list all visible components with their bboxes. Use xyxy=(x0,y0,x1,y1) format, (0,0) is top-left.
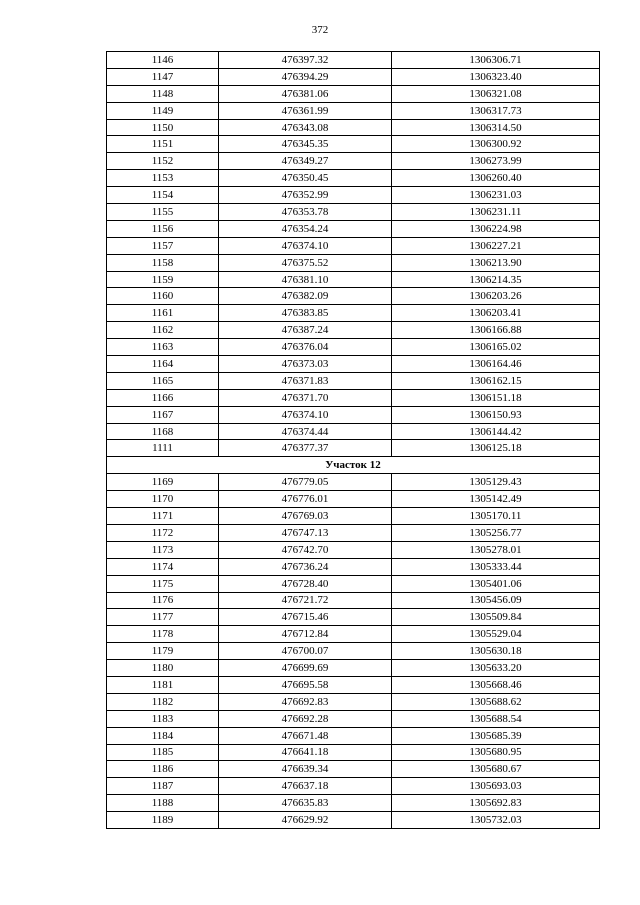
table-row xyxy=(107,727,600,744)
y-coordinate-cell: 1305688.62 xyxy=(392,693,600,710)
table-row xyxy=(107,744,600,761)
table-row xyxy=(107,423,600,440)
table-row xyxy=(107,575,600,592)
x-coordinate-cell: 476394.29 xyxy=(219,68,392,85)
x-coordinate-cell: 476695.58 xyxy=(219,676,392,693)
x-coordinate-cell: 476712.84 xyxy=(219,626,392,643)
table-row xyxy=(107,119,600,136)
y-coordinate-cell: 1306227.21 xyxy=(392,237,600,254)
point-number-cell: 1148 xyxy=(107,85,219,102)
x-coordinate-cell: 476376.04 xyxy=(219,339,392,356)
x-coordinate-cell: 476353.78 xyxy=(219,204,392,221)
point-number-cell: 1161 xyxy=(107,305,219,322)
point-number-cell: 1157 xyxy=(107,237,219,254)
table-row xyxy=(107,778,600,795)
table-row xyxy=(107,271,600,288)
table-row xyxy=(107,204,600,221)
point-number-cell: 1163 xyxy=(107,339,219,356)
x-coordinate-cell: 476692.83 xyxy=(219,693,392,710)
table-row xyxy=(107,609,600,626)
table-row xyxy=(107,710,600,727)
y-coordinate-cell: 1306213.90 xyxy=(392,254,600,271)
x-coordinate-cell: 476371.83 xyxy=(219,372,392,389)
x-coordinate-cell: 476715.46 xyxy=(219,609,392,626)
point-number-cell: 1151 xyxy=(107,136,219,153)
point-number-cell: 1160 xyxy=(107,288,219,305)
y-coordinate-cell: 1306231.11 xyxy=(392,204,600,221)
table-row xyxy=(107,508,600,525)
page-number: 372 xyxy=(311,24,329,36)
table-row xyxy=(107,68,600,85)
y-coordinate-cell: 1306317.73 xyxy=(392,102,600,119)
x-coordinate-cell: 476374.10 xyxy=(219,237,392,254)
point-number-cell: 1173 xyxy=(107,541,219,558)
y-coordinate-cell: 1306203.41 xyxy=(392,305,600,322)
point-number-cell: 1158 xyxy=(107,254,219,271)
point-number-cell: 1171 xyxy=(107,508,219,525)
x-coordinate-cell: 476350.45 xyxy=(219,170,392,187)
x-coordinate-cell: 476361.99 xyxy=(219,102,392,119)
point-number-cell: 1186 xyxy=(107,761,219,778)
y-coordinate-cell: 1306162.15 xyxy=(392,372,600,389)
y-coordinate-cell: 1306300.92 xyxy=(392,136,600,153)
x-coordinate-cell: 476742.70 xyxy=(219,541,392,558)
x-coordinate-cell: 476635.83 xyxy=(219,795,392,812)
table-row xyxy=(107,85,600,102)
x-coordinate-cell: 476699.69 xyxy=(219,660,392,677)
point-number-cell: 1183 xyxy=(107,710,219,727)
y-coordinate-cell: 1305401.06 xyxy=(392,575,600,592)
x-coordinate-cell: 476374.44 xyxy=(219,423,392,440)
point-number-cell: 1188 xyxy=(107,795,219,812)
y-coordinate-cell: 1305630.18 xyxy=(392,643,600,660)
table-row xyxy=(107,795,600,812)
x-coordinate-cell: 476352.99 xyxy=(219,187,392,204)
x-coordinate-cell: 476387.24 xyxy=(219,322,392,339)
table-row xyxy=(107,660,600,677)
y-coordinate-cell: 1305170.11 xyxy=(392,508,600,525)
x-coordinate-cell: 476641.18 xyxy=(219,744,392,761)
x-coordinate-cell: 476629.92 xyxy=(219,812,392,829)
point-number-cell: 1182 xyxy=(107,693,219,710)
x-coordinate-cell: 476383.85 xyxy=(219,305,392,322)
table-row xyxy=(107,643,600,660)
y-coordinate-cell: 1305732.03 xyxy=(392,812,600,829)
point-number-cell: 1154 xyxy=(107,187,219,204)
point-number-cell: 1174 xyxy=(107,558,219,575)
y-coordinate-cell: 1305688.54 xyxy=(392,710,600,727)
table-row xyxy=(107,761,600,778)
point-number-cell: 1155 xyxy=(107,204,219,221)
table-body-top xyxy=(107,52,600,457)
point-number-cell: 1170 xyxy=(107,491,219,508)
y-coordinate-cell: 1306314.50 xyxy=(392,119,600,136)
point-number-cell: 1149 xyxy=(107,102,219,119)
x-coordinate-cell: 476381.10 xyxy=(219,271,392,288)
table-row xyxy=(107,356,600,373)
x-coordinate-cell: 476371.70 xyxy=(219,389,392,406)
table-row xyxy=(107,558,600,575)
table-row xyxy=(107,440,600,457)
table-row xyxy=(107,254,600,271)
section-title: Участок 12 xyxy=(107,457,600,474)
x-coordinate-cell: 476354.24 xyxy=(219,220,392,237)
y-coordinate-cell: 1305680.67 xyxy=(392,761,600,778)
point-number-cell: 1147 xyxy=(107,68,219,85)
y-coordinate-cell: 1305509.84 xyxy=(392,609,600,626)
table-row xyxy=(107,592,600,609)
point-number-cell: 1172 xyxy=(107,524,219,541)
table-row xyxy=(107,406,600,423)
table-row xyxy=(107,237,600,254)
x-coordinate-cell: 476373.03 xyxy=(219,356,392,373)
point-number-cell: 1180 xyxy=(107,660,219,677)
y-coordinate-cell: 1305256.77 xyxy=(392,524,600,541)
table-row xyxy=(107,102,600,119)
y-coordinate-cell: 1306260.40 xyxy=(392,170,600,187)
y-coordinate-cell: 1306203.26 xyxy=(392,288,600,305)
table-row xyxy=(107,693,600,710)
point-number-cell: 1164 xyxy=(107,356,219,373)
x-coordinate-cell: 476747.13 xyxy=(219,524,392,541)
x-coordinate-cell: 476349.27 xyxy=(219,153,392,170)
table-row xyxy=(107,220,600,237)
point-number-cell: 1176 xyxy=(107,592,219,609)
y-coordinate-cell: 1306306.71 xyxy=(392,52,600,69)
table-row xyxy=(107,524,600,541)
y-coordinate-cell: 1306214.35 xyxy=(392,271,600,288)
point-number-cell: 1181 xyxy=(107,676,219,693)
y-coordinate-cell: 1306144.42 xyxy=(392,423,600,440)
table-row xyxy=(107,170,600,187)
x-coordinate-cell: 476700.07 xyxy=(219,643,392,660)
x-coordinate-cell: 476721.72 xyxy=(219,592,392,609)
y-coordinate-cell: 1306125.18 xyxy=(392,440,600,457)
point-number-cell: 1187 xyxy=(107,778,219,795)
y-coordinate-cell: 1306151.18 xyxy=(392,389,600,406)
x-coordinate-cell: 476397.32 xyxy=(219,52,392,69)
point-number-cell: 1152 xyxy=(107,153,219,170)
point-number-cell: 1165 xyxy=(107,372,219,389)
point-number-cell: 1159 xyxy=(107,271,219,288)
y-coordinate-cell: 1306150.93 xyxy=(392,406,600,423)
x-coordinate-cell: 476377.37 xyxy=(219,440,392,457)
y-coordinate-cell: 1305456.09 xyxy=(392,592,600,609)
table-row xyxy=(107,676,600,693)
x-coordinate-cell: 476728.40 xyxy=(219,575,392,592)
table-row xyxy=(107,626,600,643)
table-row xyxy=(107,389,600,406)
x-coordinate-cell: 476779.05 xyxy=(219,474,392,491)
point-number-cell: 1175 xyxy=(107,575,219,592)
table-row xyxy=(107,136,600,153)
point-number-cell: 1185 xyxy=(107,744,219,761)
table-row xyxy=(107,372,600,389)
point-number-cell: 1162 xyxy=(107,322,219,339)
table-row xyxy=(107,305,600,322)
y-coordinate-cell: 1305668.46 xyxy=(392,676,600,693)
point-number-cell: 1150 xyxy=(107,119,219,136)
x-coordinate-cell: 476381.06 xyxy=(219,85,392,102)
table-row xyxy=(107,474,600,491)
table-row xyxy=(107,339,600,356)
y-coordinate-cell: 1305278.01 xyxy=(392,541,600,558)
y-coordinate-cell: 1305693.03 xyxy=(392,778,600,795)
point-number-cell: 1184 xyxy=(107,727,219,744)
point-number-cell: 1179 xyxy=(107,643,219,660)
y-coordinate-cell: 1305633.20 xyxy=(392,660,600,677)
y-coordinate-cell: 1305333.44 xyxy=(392,558,600,575)
y-coordinate-cell: 1306164.46 xyxy=(392,356,600,373)
point-number-cell: 1167 xyxy=(107,406,219,423)
point-number-cell: 1177 xyxy=(107,609,219,626)
x-coordinate-cell: 476776.01 xyxy=(219,491,392,508)
table-row xyxy=(107,812,600,829)
y-coordinate-cell: 1305129.43 xyxy=(392,474,600,491)
point-number-cell: 1169 xyxy=(107,474,219,491)
point-number-cell: 1153 xyxy=(107,170,219,187)
y-coordinate-cell: 1305142.49 xyxy=(392,491,600,508)
x-coordinate-cell: 476736.24 xyxy=(219,558,392,575)
x-coordinate-cell: 476671.48 xyxy=(219,727,392,744)
table-row xyxy=(107,322,600,339)
section-header xyxy=(107,457,600,474)
x-coordinate-cell: 476639.34 xyxy=(219,761,392,778)
y-coordinate-cell: 1306166.88 xyxy=(392,322,600,339)
y-coordinate-cell: 1306273.99 xyxy=(392,153,600,170)
table-row xyxy=(107,491,600,508)
section-row xyxy=(107,457,600,474)
y-coordinate-cell: 1305680.95 xyxy=(392,744,600,761)
point-number-cell: 1168 xyxy=(107,423,219,440)
y-coordinate-cell: 1306224.98 xyxy=(392,220,600,237)
point-number-cell: 1189 xyxy=(107,812,219,829)
point-number-cell: 1156 xyxy=(107,220,219,237)
x-coordinate-cell: 476374.10 xyxy=(219,406,392,423)
point-number-cell: 1111 xyxy=(107,440,219,457)
coordinates-table xyxy=(106,51,600,829)
point-number-cell: 1166 xyxy=(107,389,219,406)
y-coordinate-cell: 1306323.40 xyxy=(392,68,600,85)
table-row xyxy=(107,288,600,305)
x-coordinate-cell: 476692.28 xyxy=(219,710,392,727)
y-coordinate-cell: 1305529.04 xyxy=(392,626,600,643)
y-coordinate-cell: 1306231.03 xyxy=(392,187,600,204)
x-coordinate-cell: 476375.52 xyxy=(219,254,392,271)
y-coordinate-cell: 1306321.08 xyxy=(392,85,600,102)
x-coordinate-cell: 476637.18 xyxy=(219,778,392,795)
x-coordinate-cell: 476345.35 xyxy=(219,136,392,153)
point-number-cell: 1178 xyxy=(107,626,219,643)
x-coordinate-cell: 476769.03 xyxy=(219,508,392,525)
table-row xyxy=(107,187,600,204)
table-body-bottom xyxy=(107,474,600,829)
table-row xyxy=(107,541,600,558)
y-coordinate-cell: 1306165.02 xyxy=(392,339,600,356)
y-coordinate-cell: 1305685.39 xyxy=(392,727,600,744)
y-coordinate-cell: 1305692.83 xyxy=(392,795,600,812)
table-row xyxy=(107,52,600,69)
table-row xyxy=(107,153,600,170)
point-number-cell: 1146 xyxy=(107,52,219,69)
x-coordinate-cell: 476382.09 xyxy=(219,288,392,305)
x-coordinate-cell: 476343.08 xyxy=(219,119,392,136)
